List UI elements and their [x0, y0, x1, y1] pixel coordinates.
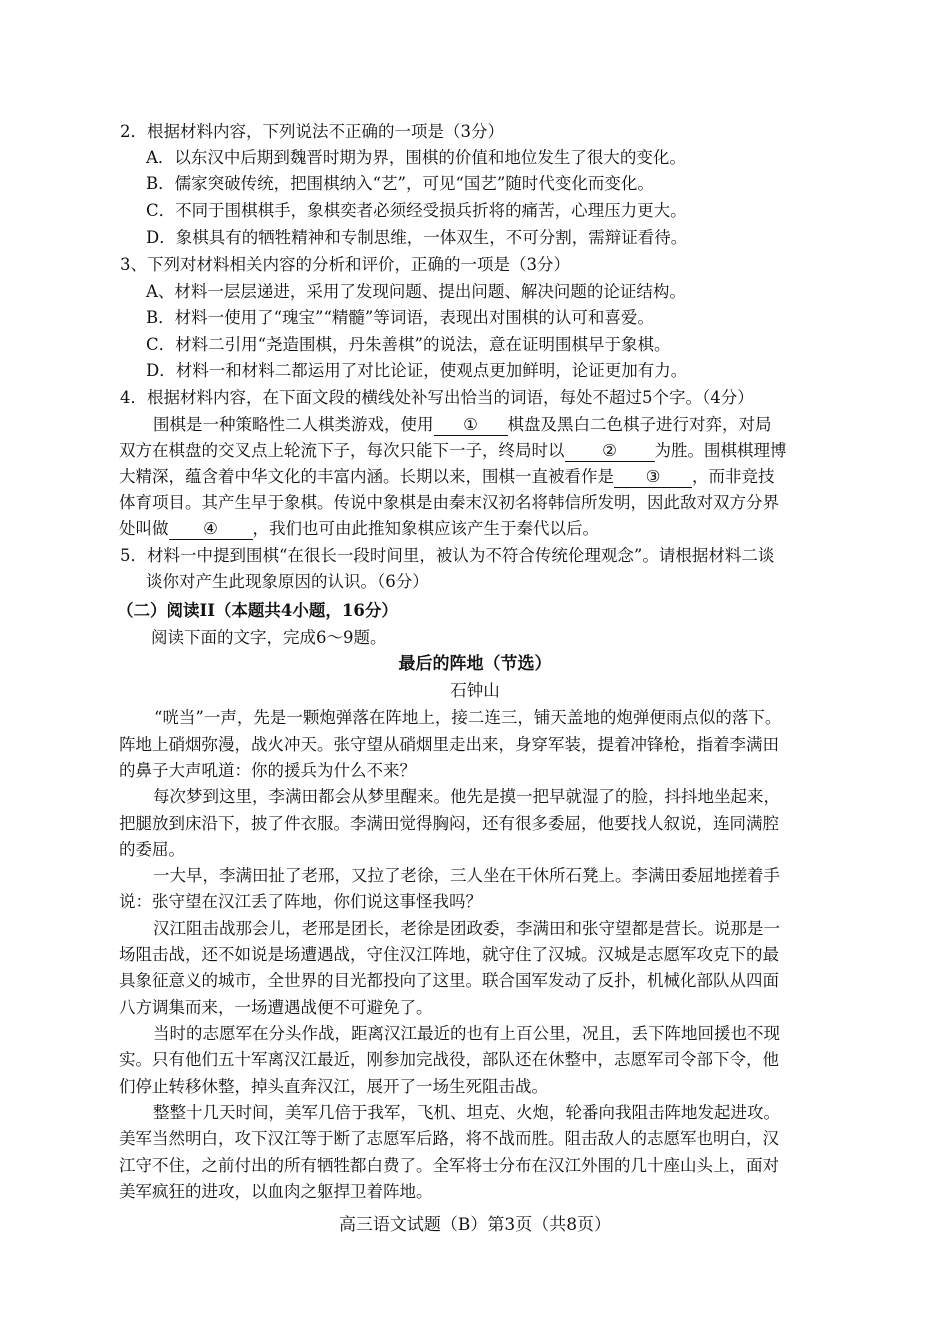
article-line: 汉江阻击战那会儿，老邢是团长，老徐是团政委，李满田和张守望都是营长。说那是一 — [153, 919, 780, 938]
q4-passage-line-3: 大精深，蕴含着中华文化的丰富内涵。长期以来，围棋一直被看作是 ③ ，而非竞技 — [119, 467, 775, 486]
article-title: 最后的阵地（节选） — [398, 654, 552, 674]
q2-stem: 2．根据材料内容，下列说法不正确的一项是（3分） — [120, 122, 504, 141]
q5-line-1: 5．材料一中提到围棋“在很长一段时间里，被认为不符合传统伦理观念”。请根据材料二谈 — [120, 546, 775, 565]
q4-blank-4[interactable]: ④ — [169, 519, 253, 540]
section-instruction: 阅读下面的文字，完成6～9题。 — [151, 628, 387, 647]
q4-passage-line-2: 双方在棋盘的交叉点上轮流下子，每次只能下一子，终局时以 ② 为胜。围棋棋理博 — [119, 441, 787, 460]
article-line: 阵地上硝烟弥漫，战火冲天。张守望从硝烟里走出来，身穿军装，提着冲锋枪，指着李满田 — [119, 735, 779, 754]
q2-option-b: B．儒家突破传统，把围棋纳入“艺”，可见“国艺”随时代变化而变化。 — [146, 174, 654, 193]
article-line: 当时的志愿军在分头作战，距离汉江最近的也有上百公里，况且，丢下阵地回援也不现 — [153, 1024, 780, 1043]
article-line: 说：张守望在汉江丢了阵地，你们说这事怪我吗？ — [119, 892, 482, 911]
q3-option-a: A、材料一层层递进，采用了发现问题、提出问题、解决问题的论证结构。 — [146, 282, 686, 301]
article-line: 美军当然明白，攻下汉江等于断了志愿军后路，将不战而胜。阻击敌人的志愿军也明白，汉 — [119, 1129, 779, 1148]
q3-option-c: C．材料二引用“尧造围棋，丹朱善棋”的说法，意在证明围棋早于象棋。 — [146, 335, 671, 354]
q2-option-d: D．象棋具有的牺牲精神和专制思维，一体双生，不可分割，需辩证看待。 — [146, 228, 688, 247]
article-line: “咣当”一声，先是一颗炮弹落在阵地上，接二连三，铺天盖地的炮弹便雨点似的落下。 — [154, 708, 782, 727]
article-line: 江守不住，之前付出的所有牺牲都白费了。全军将士分布在汉江外围的几十座山头上，面对 — [119, 1156, 779, 1175]
q5-line-2: 谈你对产生此现象原因的认识。（6分） — [146, 572, 429, 591]
page-footer: 高三语文试题（B）第3页（共8页） — [338, 1215, 612, 1235]
q4-blank-2[interactable]: ② — [565, 441, 655, 462]
article-author: 石钟山 — [450, 681, 500, 700]
q2-option-c: C．不同于围棋棋手，象棋奕者必须经受损兵折将的痛苦，心理压力更大。 — [146, 201, 687, 220]
q3-option-b: B．材料一使用了“瑰宝”“精髓”等词语，表现出对围棋的认可和喜爱。 — [146, 308, 654, 327]
article-line: 八方调集而来，一场遭遇战便不可避免了。 — [119, 998, 433, 1017]
q4-passage-line-1: 围棋是一种策略性二人棋类游戏，使用 ① 棋盘及黑白二色棋子进行对弈，对局 — [153, 415, 772, 434]
article-line: 实。只有他们五十军离汉江最近，刚参加完战役，部队还在休整中，志愿军司令部下令，他 — [119, 1050, 779, 1069]
q3-stem: 3、下列对材料相关内容的分析和评价，正确的一项是（3分） — [120, 255, 570, 274]
article-line: 场阻击战，还不如说是场遭遇战，守住汉江阵地，就守住了汉城。汉城是志愿军攻克下的最 — [119, 945, 779, 964]
article-line: 每次梦到这里，李满田都会从梦里醒来。他先是摸一把早就湿了的脸，抖抖地坐起来， — [153, 787, 780, 806]
article-line: 的委屈。 — [119, 840, 185, 859]
article-line: 具象征意义的城市，全世界的目光都投向了这里。联合国军发动了反扑，机械化部队从四面 — [119, 971, 779, 990]
article-line: 把腿放到床沿下，披了件衣服。李满田觉得胸闷，还有很多委屈，他要找人叙说，连同满腔 — [119, 814, 779, 833]
section-heading: （二）阅读II（本题共4小题，16分） — [117, 601, 398, 620]
article-line: 一大早，李满田扯了老邢，又拉了老徐，三人坐在干休所石凳上。李满田委屈地搓着手 — [153, 866, 780, 885]
article-line: 整整十几天时间，美军几倍于我军，飞机、坦克、火炮，轮番向我阻击阵地发起进攻。 — [153, 1103, 780, 1122]
article-line: 们停止转移休整，掉头直奔汉江，展开了一场生死阻击战。 — [119, 1077, 548, 1096]
q4-stem: 4．根据材料内容，在下面文段的横线处补写出恰当的词语，每处不超过5个字。（4分） — [120, 388, 754, 407]
q3-option-d: D．材料一和材料二都运用了对比论证，使观点更加鲜明，论证更加有力。 — [146, 361, 688, 380]
article-line: 美军疯狂的进攻，以血肉之躯捍卫着阵地。 — [119, 1182, 433, 1201]
article-line: 的鼻子大声吼道：你的援兵为什么不来？ — [119, 761, 416, 780]
q4-blank-3[interactable]: ③ — [614, 467, 692, 488]
q2-option-a: A．以东汉中后期到魏晋时期为界，围棋的价值和地位发生了很大的变化。 — [146, 148, 686, 167]
q4-blank-1[interactable]: ① — [434, 415, 508, 436]
q4-passage-line-5: 处叫做 ④ ，我们也可由此推知象棋应该产生于秦代以后。 — [119, 519, 599, 538]
q4-passage-line-4: 体育项目。其产生早于象棋。传说中象棋是由秦末汉初名将韩信所发明，因此敌对双方分界 — [119, 493, 779, 512]
